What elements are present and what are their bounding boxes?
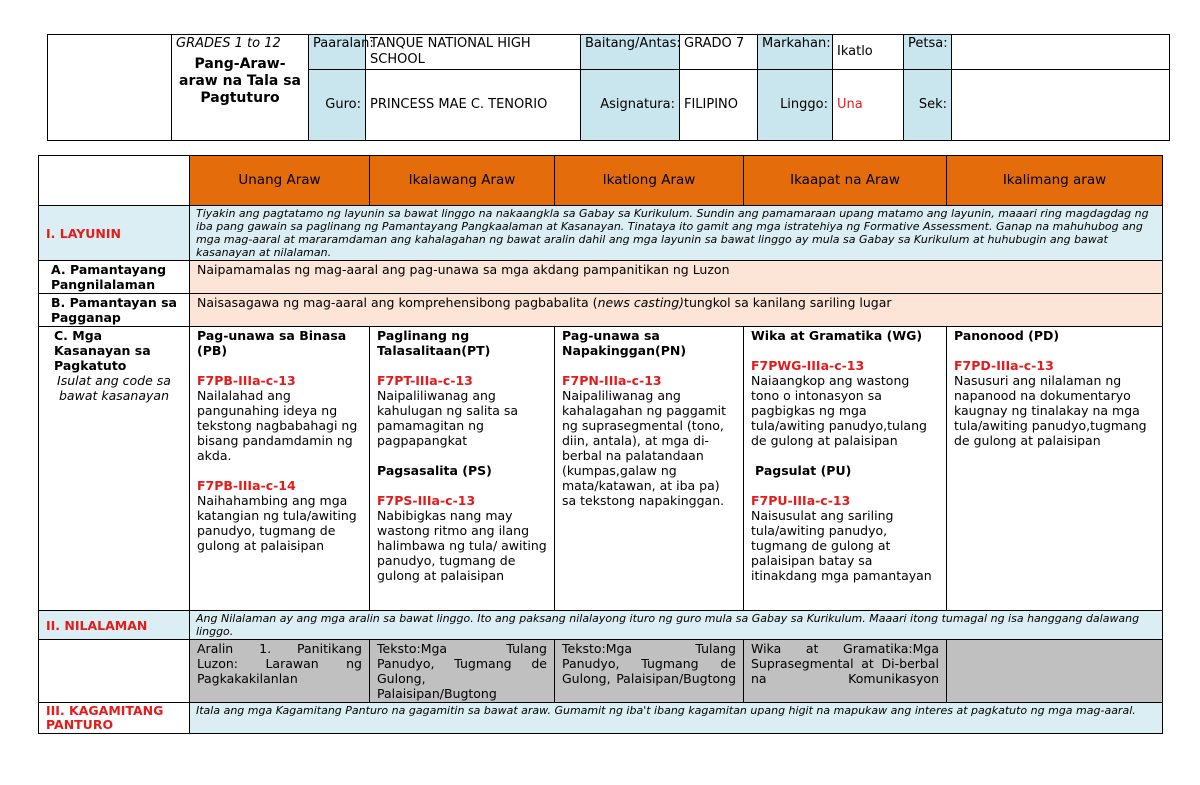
day-header-5: Ikalimang araw xyxy=(947,156,1163,206)
kasanayan-day-2 xyxy=(370,327,555,611)
pagganap-text-after: tungkol sa kanilang sariling lugar xyxy=(684,295,892,310)
day3-text-1: Naipaliliwanag ang kahalagahan ng paggamit ng suprasegmental (tono, diin, antala), at mga di-berbal na palatandaan (kumpas,galaw ng mata/katawan, at iba pa) sa tekstong napakinggan. xyxy=(562,388,726,508)
asignatura-value: FILIPINO xyxy=(680,70,758,141)
kasanayan-day-4 xyxy=(744,327,947,611)
sek-label: Sek: xyxy=(904,70,952,141)
layunin-row xyxy=(39,206,1163,261)
day4-competency-title-2: Pagsulat (PU) xyxy=(755,463,852,478)
layunin-label: I. LAYUNIN xyxy=(39,206,190,261)
nilalaman-day-5 xyxy=(947,640,1163,703)
linggo-label: Linggo: xyxy=(758,70,833,141)
day1-text-1: Nailalahad ang pangunahing ideya ng tekstong nagbabahagi ng bisang pandamdamin ng akda. xyxy=(197,388,358,463)
layunin-note: Tiyakin ang pagtatamo ng layunin sa bawat linggo na nakaangkla sa Gabay sa Kurikulum. Sundin ang pamamaraan upang matamo ang layunin, maaari ring magdagdag ng iba pang gawain sa paglinang ng Pamantayang Pangkaalaman at Kasanayan. Tinataya ito gamit ang mga istratehiya ng Formative Assessment. Ganap na mahuhubog ang mga mag-aaral at mararamdaman ang kahalagahan ng bawat aralin dahil ang mga layunin sa bawat linggo ay mula sa Gabay sa Kurikulum at huhubugin ang bawat kasanayan at nilalaman. xyxy=(190,206,1163,261)
nilalaman-row xyxy=(39,611,1163,640)
petsa-label: Petsa: xyxy=(904,35,952,70)
sek-value xyxy=(952,70,1170,141)
day-header-2: Ikalawang Araw xyxy=(370,156,555,206)
lesson-plan-table xyxy=(38,155,1163,734)
plan-title: Pang-Araw-araw na Tala sa Pagtuturo xyxy=(179,56,301,106)
kasanayan-day-1 xyxy=(190,327,370,611)
day4-code-1: F7PWG-IIIa-c-13 xyxy=(751,358,865,373)
day2-competency-title-2: Pagsasalita (PS) xyxy=(377,463,492,478)
pamantayang-pangnilalaman-value: Naipamamalas ng mag-aaral ang pag-unawa sa mga akdang pampanitikan ng Luzon xyxy=(190,261,1163,294)
grades-label: GRADES 1 to 12 xyxy=(176,36,281,51)
pamantayan-sa-pagganap-label: B. Pamantayan sa Pagganap xyxy=(39,294,190,327)
baitang-value: GRADO 7 xyxy=(680,35,758,70)
day5-competency-title: Panonood (PD) xyxy=(954,328,1060,343)
linggo-value: Una xyxy=(833,70,904,141)
day-header-row xyxy=(39,156,1163,206)
nilalaman-topics-blank xyxy=(39,640,190,703)
day5-code-1: F7PD-IIIa-c-13 xyxy=(954,358,1054,373)
day2-text-1: Naipaliliwanag ang kahulugan ng salita sa pamamagitan ng pagpapangkat xyxy=(377,388,519,448)
kasanayan-day-5 xyxy=(947,327,1163,611)
kasanayan-note: Isulat ang code sa bawat kasanayan xyxy=(57,373,171,403)
corner-cell xyxy=(39,156,190,206)
day4-code-2: F7PU-IIIa-c-13 xyxy=(751,493,851,508)
kagamitan-note: Itala ang mga Kagamitang Panturo na gagamitin sa bawat araw. Gumamit ng iba't ibang kagamitan upang higit na mapukaw ang interes at pagkatuto ng mga mag-aaral. xyxy=(190,703,1163,734)
kasanayan-day-3 xyxy=(555,327,744,611)
day2-text-2: Nabibigkas nang may wastong ritmo ang ilang halimbawa ng tula/ awiting panudyo, tugmang de gulong at palaisipan xyxy=(377,508,547,583)
nilalaman-day-2: Teksto:Mga Tulang Panudyo, Tugmang de Gulong, Palaisipan/Bugtong xyxy=(370,640,555,703)
day4-text-2: Naisusulat ang sariling tula/awiting panudyo, tugmang de gulong at palaisipan batay sa itinakdang mga pamantayan xyxy=(751,508,932,583)
nilalaman-note: Ang Nilalaman ay ang mga aralin sa bawat linggo. Ito ang paksang nilalayong ituro ng guro mula sa Gabay sa Kurikulum. Maaari itong tumagal ng isa hanggang dalawang linggo. xyxy=(190,611,1163,640)
day1-code-2: F7PB-IIIa-c-14 xyxy=(197,478,296,493)
nilalaman-day-4: Wika at Gramatika:Mga Suprasegmental at Di-berbal na Komunikasyon xyxy=(744,640,947,703)
day1-text-2: Naihahambing ang mga katangian ng tula/awiting panudyo, tugmang de gulong at palaisipan xyxy=(197,493,357,553)
pagganap-text-before: Naisasagawa ng mag-aaral ang komprehensibong pagbabalita ( xyxy=(197,295,598,310)
day3-competency-title: Pag-unawa sa Napakinggan(PN) xyxy=(562,328,687,358)
day-header-1: Unang Araw xyxy=(190,156,370,206)
kasanayan-label-cell xyxy=(39,327,190,611)
day4-text-1: Naiaangkop ang wastong tono o intonasyon sa pagbigkas ng mga tula/awiting panudyo,tulang de gulong at palaisipan xyxy=(751,373,927,448)
pamantayang-pangnilalaman-label: A. Pamantayang Pangnilalaman xyxy=(39,261,190,294)
day2-code-1: F7PT-IIIa-c-13 xyxy=(377,373,473,388)
kasanayan-label: C. Mga Kasanayan sa Pagkatuto xyxy=(54,328,151,373)
kagamitan-row xyxy=(39,703,1163,734)
kagamitan-label: III. KAGAMITANG PANTURO xyxy=(39,703,190,734)
paaralan-label: Paaralan: xyxy=(309,35,366,70)
petsa-value xyxy=(952,35,1170,70)
pamantayan-sa-pagganap-row xyxy=(39,294,1163,327)
day3-code-1: F7PN-IIIa-c-13 xyxy=(562,373,662,388)
day1-code-1: F7PB-IIIa-c-13 xyxy=(197,373,296,388)
day5-text-1: Nasusuri ang nilalaman ng napanood na dokumentaryo kaugnay ng tinalakay na mga tula/awiting panudyo,tugmang de gulong at palaisipan xyxy=(954,373,1147,448)
paaralan-value: TANQUE NATIONAL HIGH SCHOOL xyxy=(366,35,581,70)
pagganap-text-italic: news casting) xyxy=(597,295,685,310)
pamantayan-sa-pagganap-value xyxy=(190,294,1163,327)
markahan-label: Markahan: xyxy=(758,35,833,70)
header-blank-cell xyxy=(48,35,172,141)
day2-code-2: F7PS-IIIa-c-13 xyxy=(377,493,476,508)
nilalaman-day-3: Teksto:Mga Tulang Panudyo, Tugmang de Gulong, Palaisipan/Bugtong xyxy=(555,640,744,703)
day4-competency-title: Wika at Gramatika (WG) xyxy=(751,328,923,343)
header-title-cell xyxy=(172,35,309,141)
markahan-value: Ikatlo xyxy=(833,35,904,70)
day1-competency-title: Pag-unawa sa Binasa (PB) xyxy=(197,328,347,358)
day-header-4: Ikaapat na Araw xyxy=(744,156,947,206)
asignatura-label: Asignatura: xyxy=(581,70,680,141)
day2-competency-title: Paglinang ng Talasalitaan(PT) xyxy=(377,328,491,358)
kasanayan-row xyxy=(39,327,1163,611)
nilalaman-topics-row xyxy=(39,640,1163,703)
baitang-label: Baitang/Antas: xyxy=(581,35,680,70)
day-header-3: Ikatlong Araw xyxy=(555,156,744,206)
guro-value: PRINCESS MAE C. TENORIO xyxy=(366,70,581,141)
header-table xyxy=(47,34,1170,141)
pamantayang-pangnilalaman-row xyxy=(39,261,1163,294)
nilalaman-label: II. NILALAMAN xyxy=(39,611,190,640)
guro-label: Guro: xyxy=(309,70,366,141)
nilalaman-day-1: Aralin 1. Panitikang Luzon: Larawan ng Pagkakakilanlan xyxy=(190,640,370,703)
